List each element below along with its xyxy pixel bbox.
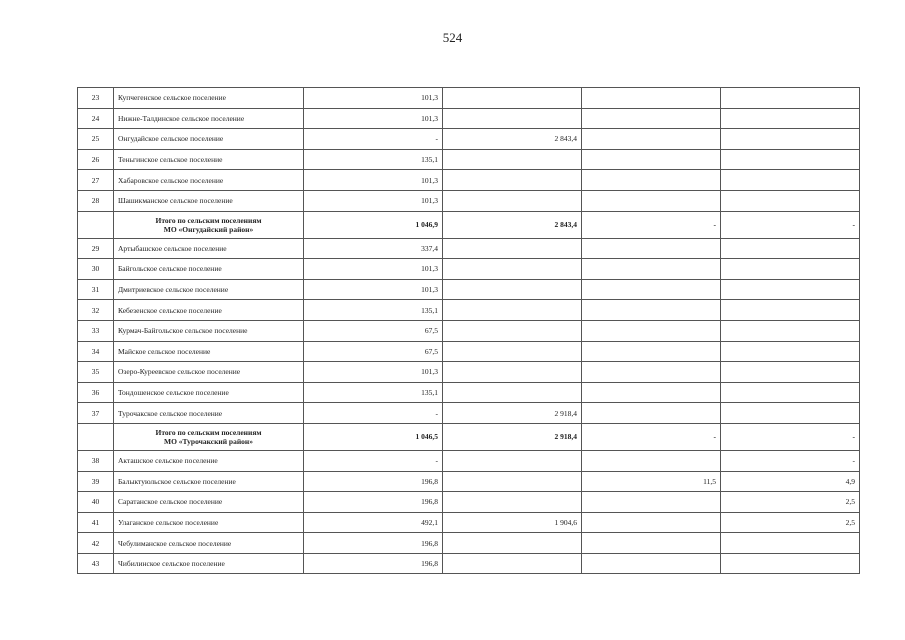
- value-cell-c4: [721, 149, 860, 170]
- value-cell-c4: [721, 341, 860, 362]
- value-cell-c2: [443, 170, 582, 191]
- value-cell-c4: [721, 362, 860, 383]
- settlement-name-cell: Чибилинское сельское поселение: [114, 553, 304, 574]
- settlement-name-cell: Чебулиманское сельское поселение: [114, 533, 304, 554]
- row-number-cell: 38: [78, 450, 114, 471]
- table-row: [78, 533, 860, 554]
- settlements-table: [77, 87, 860, 574]
- value-cell-c2: 2 843,4: [443, 129, 582, 150]
- value-cell-c2: 1 904,6: [443, 512, 582, 533]
- value-cell-c1: 1 046,9: [304, 211, 443, 238]
- settlement-name-cell: Нижне-Талдинское сельское поселение: [114, 108, 304, 129]
- table-row: [78, 170, 860, 191]
- value-cell-c3: [582, 382, 721, 403]
- value-cell-c3: [582, 149, 721, 170]
- row-number-cell: 25: [78, 129, 114, 150]
- table-row: [78, 238, 860, 259]
- value-cell-c1: 1 046,5: [304, 423, 443, 450]
- page-number: 524: [442, 30, 463, 45]
- value-cell-c1: 492,1: [304, 512, 443, 533]
- total-label-line1: Итого по сельским поселениям: [155, 427, 262, 437]
- row-number-cell: 39: [78, 471, 114, 492]
- value-cell-c4: [721, 382, 860, 403]
- value-cell-c1: 101,3: [304, 259, 443, 280]
- row-number-cell: 23: [78, 88, 114, 109]
- row-number-cell: 24: [78, 108, 114, 129]
- table-row: [78, 320, 860, 341]
- table-row: [78, 553, 860, 574]
- value-cell-c1: 67,5: [304, 320, 443, 341]
- value-cell-c3: [582, 238, 721, 259]
- value-cell-c4: 2,5: [721, 492, 860, 513]
- value-cell-c3: [582, 341, 721, 362]
- row-number-cell: 36: [78, 382, 114, 403]
- row-number-cell: 41: [78, 512, 114, 533]
- value-cell-c4: [721, 238, 860, 259]
- value-cell-c1: 135,1: [304, 149, 443, 170]
- settlement-name-cell: Онгудайское сельское поселение: [114, 129, 304, 150]
- value-cell-c4: -: [721, 211, 860, 238]
- settlement-name-cell: Балыктуюльское сельское поселение: [114, 471, 304, 492]
- value-cell-c1: 135,1: [304, 382, 443, 403]
- table-row: [78, 190, 860, 211]
- table-row: [78, 149, 860, 170]
- row-number-cell: 37: [78, 403, 114, 424]
- table-row: [78, 403, 860, 424]
- value-cell-c2: [443, 259, 582, 280]
- row-number-cell: 40: [78, 492, 114, 513]
- value-cell-c1: 135,1: [304, 300, 443, 321]
- settlement-name-cell: Хабаровское сельское поселение: [114, 170, 304, 191]
- value-cell-c3: -: [582, 211, 721, 238]
- value-cell-c1: 67,5: [304, 341, 443, 362]
- value-cell-c2: [443, 88, 582, 109]
- value-cell-c2: [443, 362, 582, 383]
- value-cell-c3: [582, 492, 721, 513]
- value-cell-c3: [582, 362, 721, 383]
- value-cell-c1: 101,3: [304, 88, 443, 109]
- value-cell-c4: [721, 533, 860, 554]
- row-number-cell: 32: [78, 300, 114, 321]
- table-row: [78, 512, 860, 533]
- value-cell-c1: -: [304, 450, 443, 471]
- value-cell-c1: 196,8: [304, 553, 443, 574]
- settlement-name-cell: Дмитриевское сельское поселение: [114, 279, 304, 300]
- value-cell-c1: 196,8: [304, 492, 443, 513]
- value-cell-c4: [721, 259, 860, 280]
- value-cell-c2: [443, 190, 582, 211]
- value-cell-c4: 2,5: [721, 512, 860, 533]
- settlement-name-cell: Байгольское сельское поселение: [114, 259, 304, 280]
- settlement-name-cell: Кебезенское сельское поселение: [114, 300, 304, 321]
- table-row: [78, 471, 860, 492]
- settlement-name-cell: Курмач-Байгольское сельское поселение: [114, 320, 304, 341]
- table-body: [78, 88, 860, 574]
- settlement-name-cell: Акташское сельское поселение: [114, 450, 304, 471]
- value-cell-c4: -: [721, 450, 860, 471]
- value-cell-c3: [582, 320, 721, 341]
- table-row: [78, 259, 860, 280]
- value-cell-c4: [721, 553, 860, 574]
- table-row: [78, 492, 860, 513]
- settlement-name-cell: Майское сельское поселение: [114, 341, 304, 362]
- settlement-name-cell: Шашикманское сельское поселение: [114, 190, 304, 211]
- row-number-cell: 29: [78, 238, 114, 259]
- value-cell-c2: [443, 238, 582, 259]
- row-number-cell: [78, 423, 114, 450]
- value-cell-c1: -: [304, 403, 443, 424]
- value-cell-c4: [721, 108, 860, 129]
- total-label-line2: МО «Онгудайский район»: [163, 224, 254, 234]
- value-cell-c2: [443, 533, 582, 554]
- value-cell-c1: 196,8: [304, 471, 443, 492]
- table-row: [78, 300, 860, 321]
- value-cell-c3: [582, 259, 721, 280]
- value-cell-c2: [443, 320, 582, 341]
- value-cell-c3: [582, 300, 721, 321]
- total-label-cell: [114, 423, 304, 450]
- value-cell-c1: 101,3: [304, 190, 443, 211]
- value-cell-c2: [443, 108, 582, 129]
- settlement-name-cell: Теньгинское сельское поселение: [114, 149, 304, 170]
- row-number-cell: 42: [78, 533, 114, 554]
- row-number-cell: 27: [78, 170, 114, 191]
- value-cell-c2: [443, 341, 582, 362]
- row-number-cell: 30: [78, 259, 114, 280]
- total-label-line2: МО «Турочакский район»: [164, 436, 253, 446]
- value-cell-c3: [582, 279, 721, 300]
- settlement-name-cell: Саратанское сельское поселение: [114, 492, 304, 513]
- row-number-cell: 26: [78, 149, 114, 170]
- row-number-cell: [78, 211, 114, 238]
- value-cell-c1: 337,4: [304, 238, 443, 259]
- value-cell-c4: [721, 403, 860, 424]
- value-cell-c4: [721, 320, 860, 341]
- settlement-name-cell: Турочакское сельское поселение: [114, 403, 304, 424]
- table-row: [78, 129, 860, 150]
- value-cell-c3: [582, 403, 721, 424]
- row-number-cell: 33: [78, 320, 114, 341]
- value-cell-c2: [443, 300, 582, 321]
- value-cell-c3: [582, 533, 721, 554]
- value-cell-c4: 4,9: [721, 471, 860, 492]
- table-row: [78, 108, 860, 129]
- total-label-cell: [114, 211, 304, 238]
- total-row: [78, 211, 860, 238]
- value-cell-c3: 11,5: [582, 471, 721, 492]
- value-cell-c4: [721, 129, 860, 150]
- value-cell-c2: [443, 492, 582, 513]
- value-cell-c3: [582, 88, 721, 109]
- settlement-name-cell: Артыбашское сельское поселение: [114, 238, 304, 259]
- row-number-cell: 35: [78, 362, 114, 383]
- value-cell-c3: -: [582, 423, 721, 450]
- total-label-line1: Итого по сельским поселениям: [155, 215, 262, 225]
- table-row: [78, 450, 860, 471]
- value-cell-c2: [443, 149, 582, 170]
- settlement-name-cell: Тондошенское сельское поселение: [114, 382, 304, 403]
- value-cell-c3: [582, 108, 721, 129]
- value-cell-c2: 2 843,4: [443, 211, 582, 238]
- value-cell-c3: [582, 450, 721, 471]
- table-row: [78, 88, 860, 109]
- value-cell-c3: [582, 129, 721, 150]
- value-cell-c4: [721, 190, 860, 211]
- value-cell-c2: [443, 382, 582, 403]
- value-cell-c3: [582, 512, 721, 533]
- value-cell-c2: 2 918,4: [443, 403, 582, 424]
- value-cell-c1: 101,3: [304, 108, 443, 129]
- total-row: [78, 423, 860, 450]
- settlement-name-cell: Улаганское сельское поселение: [114, 512, 304, 533]
- value-cell-c2: [443, 450, 582, 471]
- value-cell-c1: -: [304, 129, 443, 150]
- value-cell-c2: [443, 471, 582, 492]
- value-cell-c3: [582, 170, 721, 191]
- value-cell-c3: [582, 190, 721, 211]
- value-cell-c4: -: [721, 423, 860, 450]
- value-cell-c3: [582, 553, 721, 574]
- row-number-cell: 43: [78, 553, 114, 574]
- value-cell-c4: [721, 300, 860, 321]
- value-cell-c2: [443, 279, 582, 300]
- table-row: [78, 382, 860, 403]
- row-number-cell: 28: [78, 190, 114, 211]
- value-cell-c2: [443, 553, 582, 574]
- table-row: [78, 362, 860, 383]
- row-number-cell: 31: [78, 279, 114, 300]
- value-cell-c1: 101,3: [304, 170, 443, 191]
- value-cell-c1: 101,3: [304, 362, 443, 383]
- table-row: [78, 279, 860, 300]
- value-cell-c4: [721, 279, 860, 300]
- value-cell-c1: 196,8: [304, 533, 443, 554]
- value-cell-c4: [721, 170, 860, 191]
- table-row: [78, 341, 860, 362]
- row-number-cell: 34: [78, 341, 114, 362]
- value-cell-c2: 2 918,4: [443, 423, 582, 450]
- value-cell-c4: [721, 88, 860, 109]
- settlement-name-cell: Купчегенское сельское поселение: [114, 88, 304, 109]
- value-cell-c1: 101,3: [304, 279, 443, 300]
- settlement-name-cell: Озеро-Куреевское сельское поселение: [114, 362, 304, 383]
